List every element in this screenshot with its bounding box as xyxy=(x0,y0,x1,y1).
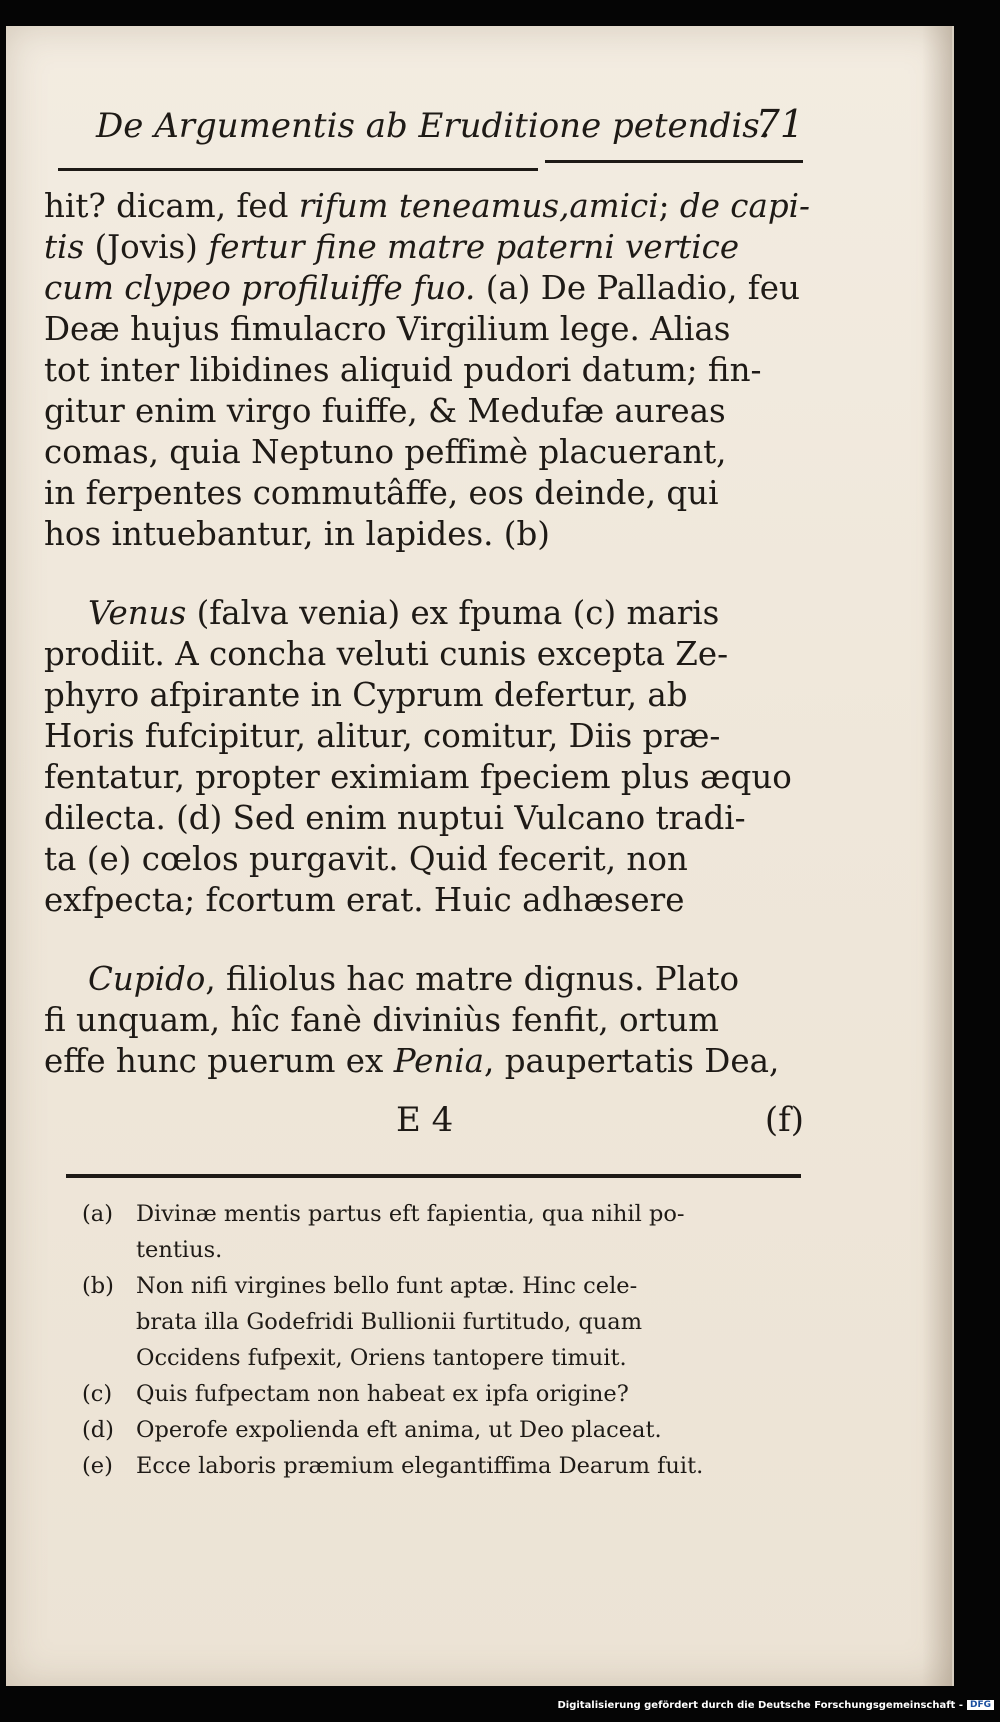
text-line xyxy=(44,432,804,473)
italic-span: cum clypeo profiluiffe fuo. xyxy=(44,269,476,307)
main-text xyxy=(44,186,811,1082)
text-span: (a) De Palladio, feu xyxy=(475,269,800,307)
page-header xyxy=(96,102,816,152)
text-line xyxy=(44,473,804,514)
paragraph-gap xyxy=(44,921,804,959)
footnotes xyxy=(82,1196,804,1484)
footnote xyxy=(82,1196,804,1268)
italic-span: Penia xyxy=(393,1042,485,1080)
text-line xyxy=(44,514,804,555)
footnote-line: tentius. xyxy=(136,1237,223,1263)
footnote-mark: (e) xyxy=(82,1453,113,1479)
text-span: tot inter libidines aliquid pudori datum; fin- xyxy=(44,351,762,389)
digitization-credit xyxy=(557,1700,994,1711)
text-span: hos intuebantur, in lapides. (b) xyxy=(44,515,550,553)
text-span: effe hunc puerum ex xyxy=(44,1042,394,1080)
footnote xyxy=(82,1448,804,1484)
text-span: comas, quia Neptuno peffimè placuerant, xyxy=(44,433,727,471)
text-span: ; xyxy=(658,187,680,225)
text-line xyxy=(44,839,804,880)
page-number: 71 xyxy=(755,102,804,146)
text-line xyxy=(44,309,804,350)
text-line xyxy=(44,880,804,921)
italic-span: tis xyxy=(44,228,85,266)
text-line xyxy=(44,757,804,798)
italic-span: de capi- xyxy=(679,187,811,225)
footnote-mark: (d) xyxy=(82,1417,114,1443)
text-line xyxy=(44,268,804,309)
text-span: , filiolus hac matre dignus. Plato xyxy=(205,960,740,998)
text-span: prodiit. A concha veluti cunis excepta Ze- xyxy=(44,635,729,673)
text-line xyxy=(44,634,804,675)
footnote-line: Non nifi virgines bello funt aptæ. Hinc cele- xyxy=(136,1273,638,1299)
text-line xyxy=(44,716,804,757)
footnote-rule xyxy=(66,1174,801,1178)
text-line xyxy=(44,675,804,716)
dfg-logo: DFG xyxy=(967,1700,994,1710)
footnote-mark: (c) xyxy=(82,1381,113,1407)
text-line xyxy=(44,959,804,1000)
text-span: hit? dicam, fed xyxy=(44,187,299,225)
text-line xyxy=(44,186,811,227)
running-title: De Argumentis ab Eruditione petendis. xyxy=(96,106,771,146)
text-line xyxy=(44,593,804,634)
footnote-mark: (a) xyxy=(82,1201,113,1227)
footnote-line: Ecce laboris præmium elegantiffima Dearum fuit. xyxy=(136,1453,704,1479)
footnote-line: Divinæ mentis partus eft fapientia, qua nihil po- xyxy=(136,1201,685,1227)
text-span: (falva venia) ex fpuma (c) maris xyxy=(186,594,720,632)
footnote-mark: (b) xyxy=(82,1273,114,1299)
page-gutter-shadow xyxy=(922,26,952,1686)
italic-span: rifum teneamus,amici xyxy=(298,187,659,225)
italic-span: fertur fine matre paterni vertice xyxy=(208,228,740,266)
catchword: (f) xyxy=(764,1100,804,1140)
page-foot-line xyxy=(44,1100,804,1144)
footnote xyxy=(82,1376,804,1412)
footnote-line: Occidens fufpexit, Oriens tantopere timuit. xyxy=(136,1345,627,1371)
text-line xyxy=(44,1000,804,1041)
text-line xyxy=(44,350,804,391)
text-line xyxy=(44,227,804,268)
footnote-line: brata illa Godefridi Bullionii furtitudo, quam xyxy=(136,1309,643,1335)
text-span: (Jovis) xyxy=(84,228,209,266)
credit-text: Digitalisierung gefördert durch die Deutsche Forschungsgemeinschaft - xyxy=(557,1700,963,1711)
footnote-line: Operofe expolienda eft anima, ut Deo placeat. xyxy=(136,1417,662,1443)
text-span: fentatur, propter eximiam fpeciem plus æquo xyxy=(44,758,792,796)
footnote-line: Quis fufpectam non habeat ex ipfa origine? xyxy=(136,1381,629,1407)
italic-span: Venus xyxy=(88,594,187,632)
text-span: Deæ hujus fimulacro Virgilium lege. Alias xyxy=(44,310,731,348)
paragraph-gap xyxy=(44,555,804,593)
text-span: exfpecta; fcortum erat. Huic adhæsere xyxy=(44,881,685,919)
text-line xyxy=(44,391,804,432)
text-line xyxy=(44,798,804,839)
header-rule-left xyxy=(58,168,538,171)
footnote xyxy=(82,1268,804,1376)
text-span: fi unquam, hîc fanè diviniùs fenfit, ortum xyxy=(44,1001,719,1039)
signature-mark: E 4 xyxy=(396,1100,454,1140)
italic-span: Cupido xyxy=(88,960,206,998)
text-span: dilecta. (d) Sed enim nuptui Vulcano tradi- xyxy=(44,799,746,837)
text-span: in ferpentes commutâffe, eos deinde, qui xyxy=(44,474,719,512)
text-span: gitur enim virgo fuiffe, & Medufæ aureas xyxy=(44,392,726,430)
footnote xyxy=(82,1412,804,1448)
text-line xyxy=(44,1041,804,1082)
text-span: Horis fufcipitur, alitur, comitur, Diis præ- xyxy=(44,717,721,755)
header-rule-right xyxy=(545,160,803,163)
text-span: ta (e) cœlos purgavit. Quid fecerit, non xyxy=(44,840,688,878)
text-span: , paupertatis Dea, xyxy=(484,1042,780,1080)
text-span: phyro afpirante in Cyprum defertur, ab xyxy=(44,676,688,714)
